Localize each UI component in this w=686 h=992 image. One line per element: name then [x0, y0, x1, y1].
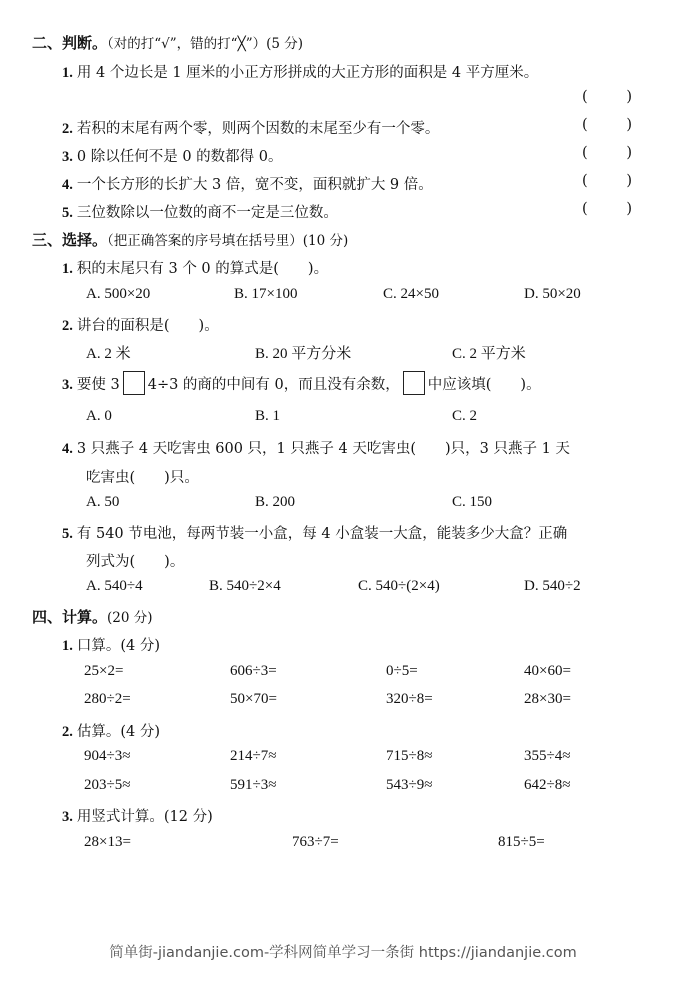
section-3-heading — [32, 229, 348, 250]
item-text: 用 4 个边长是 1 厘米的小正方形拼成的大正方形的面积是 4 平方厘米。 — [76, 65, 539, 81]
q3-option-c[interactable]: C. 2 — [452, 408, 478, 424]
estimate-calc: 543÷9≈ — [386, 777, 433, 793]
choice-q2 — [62, 314, 219, 335]
digit-box[interactable] — [403, 371, 425, 395]
oral-calc: 320÷8= — [386, 691, 433, 707]
item-number: 1. — [62, 638, 73, 654]
item-number: 4. — [62, 177, 73, 193]
item-text: 3 只燕子 4 天吃害虫 600 只，1 只燕子 4 天吃害虫( )只，3 只燕子 1 天 — [76, 441, 570, 457]
item-text: 一个长方形的长扩大 3 倍，宽不变，面积就扩大 9 倍。 — [76, 177, 433, 193]
estimate-calc: 715÷8≈ — [386, 748, 433, 764]
calc-part-3 — [62, 805, 213, 826]
item-text: 若积的末尾有两个零，则两个因数的末尾至少有一个零。 — [76, 121, 440, 137]
q5-option-c[interactable]: C. 540÷(2×4) — [358, 578, 440, 594]
choice-q1 — [62, 257, 328, 278]
item-text: 用竖式计算。(12 分) — [76, 809, 213, 825]
q3-option-b[interactable]: B. 1 — [255, 408, 281, 424]
q1-option-d[interactable]: D. 50×20 — [524, 286, 581, 302]
q4-option-a[interactable]: A. 50 — [86, 494, 120, 510]
choice-q5-line2: 列式为( )。 — [86, 554, 185, 570]
estimate-calc: 214÷7≈ — [230, 748, 277, 764]
judge-item-5 — [62, 201, 338, 222]
item-number: 3. — [62, 149, 73, 165]
section-note: （把正确答案的序号填在括号里）(10 分) — [107, 233, 349, 249]
paren-close: ) — [626, 173, 632, 189]
section-title: 三、选择。 — [32, 231, 108, 249]
item-number: 2. — [62, 724, 73, 740]
item-number: 1. — [62, 65, 73, 81]
section-title: 二、判断。 — [32, 34, 108, 52]
item-number: 2. — [62, 318, 73, 334]
section-4-heading — [32, 606, 153, 627]
footer-watermark: 简单街-jiandanjie.com-学科网简单学习一条街 https://jiandanjie.com — [109, 945, 577, 961]
item-text: 口算。(4 分) — [76, 638, 161, 654]
section-note: （对的打“√”，错的打“╳”）(5 分) — [107, 36, 304, 52]
item-text: 0 除以任何不是 0 的数都得 0。 — [76, 149, 283, 165]
section-title: 四、计算。 — [32, 608, 108, 626]
section-2-heading — [32, 32, 303, 53]
answer-blank-3[interactable] — [582, 145, 632, 161]
item-text: 积的末尾只有 3 个 0 的算式是( )。 — [76, 261, 329, 277]
judge-item-3 — [62, 145, 283, 166]
choice-q4 — [62, 437, 570, 458]
choice-q4-line2: 吃害虫( )只。 — [86, 470, 199, 486]
item-text: 三位数除以一位数的商不一定是三位数。 — [76, 205, 338, 221]
choice-q5 — [62, 522, 567, 543]
q5-option-b[interactable]: B. 540÷2×4 — [209, 578, 281, 594]
item-text: 要使 3 — [76, 377, 120, 393]
paren-open: ( — [582, 145, 588, 161]
item-text: 有 540 节电池，每两节装一小盒，每 4 小盒装一大盒，能装多少大盒？正确 — [76, 526, 568, 542]
oral-calc: 28×30= — [524, 691, 571, 707]
estimate-calc: 203÷5≈ — [84, 777, 131, 793]
answer-blank-4[interactable] — [582, 173, 632, 189]
estimate-calc: 904÷3≈ — [84, 748, 131, 764]
item-number: 5. — [62, 526, 73, 542]
oral-calc: 50×70= — [230, 691, 277, 707]
answer-blank-1[interactable] — [582, 89, 632, 105]
answer-blank-5[interactable] — [582, 201, 632, 217]
item-number: 5. — [62, 205, 73, 221]
paren-close: ) — [626, 89, 632, 105]
item-text: 中应该填( )。 — [427, 377, 541, 393]
paren-open: ( — [582, 173, 588, 189]
oral-calc: 0÷5= — [386, 663, 418, 679]
q2-option-c[interactable]: C. 2 平方米 — [452, 346, 526, 362]
item-number: 1. — [62, 261, 73, 277]
estimate-calc: 642÷8≈ — [524, 777, 571, 793]
paren-open: ( — [582, 89, 588, 105]
item-number: 2. — [62, 121, 73, 137]
paren-close: ) — [626, 201, 632, 217]
q1-option-b[interactable]: B. 17×100 — [234, 286, 298, 302]
q1-option-a[interactable]: A. 500×20 — [86, 286, 151, 302]
digit-box[interactable] — [123, 371, 145, 395]
oral-calc: 606÷3= — [230, 663, 277, 679]
section-note: (20 分) — [107, 610, 153, 626]
item-text: 4÷3 的商的中间有 0，而且没有余数， — [147, 377, 400, 393]
item-text: 估算。(4 分) — [76, 724, 161, 740]
vertical-calc: 28×13= — [84, 834, 131, 850]
item-number: 3. — [62, 809, 73, 825]
oral-calc: 280÷2= — [84, 691, 131, 707]
q5-option-a[interactable]: A. 540÷4 — [86, 578, 143, 594]
item-number: 4. — [62, 441, 73, 457]
oral-calc: 25×2= — [84, 663, 124, 679]
q3-option-a[interactable]: A. 0 — [86, 408, 112, 424]
judge-item-1 — [62, 61, 538, 82]
item-number: 3. — [62, 377, 73, 393]
paren-close: ) — [626, 117, 632, 133]
estimate-calc: 591÷3≈ — [230, 777, 277, 793]
calc-part-1 — [62, 634, 160, 655]
choice-q3 — [62, 373, 541, 397]
oral-calc: 40×60= — [524, 663, 571, 679]
answer-blank-2[interactable] — [582, 117, 632, 133]
judge-item-4 — [62, 173, 433, 194]
estimate-calc: 355÷4≈ — [524, 748, 571, 764]
paren-open: ( — [582, 117, 588, 133]
judge-item-2 — [62, 117, 439, 138]
q4-option-b[interactable]: B. 200 — [255, 494, 296, 510]
vertical-calc: 763÷7= — [292, 834, 339, 850]
q2-option-b[interactable]: B. 20 平方分米 — [255, 346, 352, 362]
q1-option-c[interactable]: C. 24×50 — [383, 286, 439, 302]
calc-part-2 — [62, 720, 160, 741]
paren-close: ) — [626, 145, 632, 161]
item-text: 讲台的面积是( )。 — [76, 318, 219, 334]
q2-option-a[interactable]: A. 2 米 — [86, 346, 131, 362]
q4-option-c[interactable]: C. 150 — [452, 494, 493, 510]
q5-option-d[interactable]: D. 540÷2 — [524, 578, 581, 594]
vertical-calc: 815÷5= — [498, 834, 545, 850]
paren-open: ( — [582, 201, 588, 217]
